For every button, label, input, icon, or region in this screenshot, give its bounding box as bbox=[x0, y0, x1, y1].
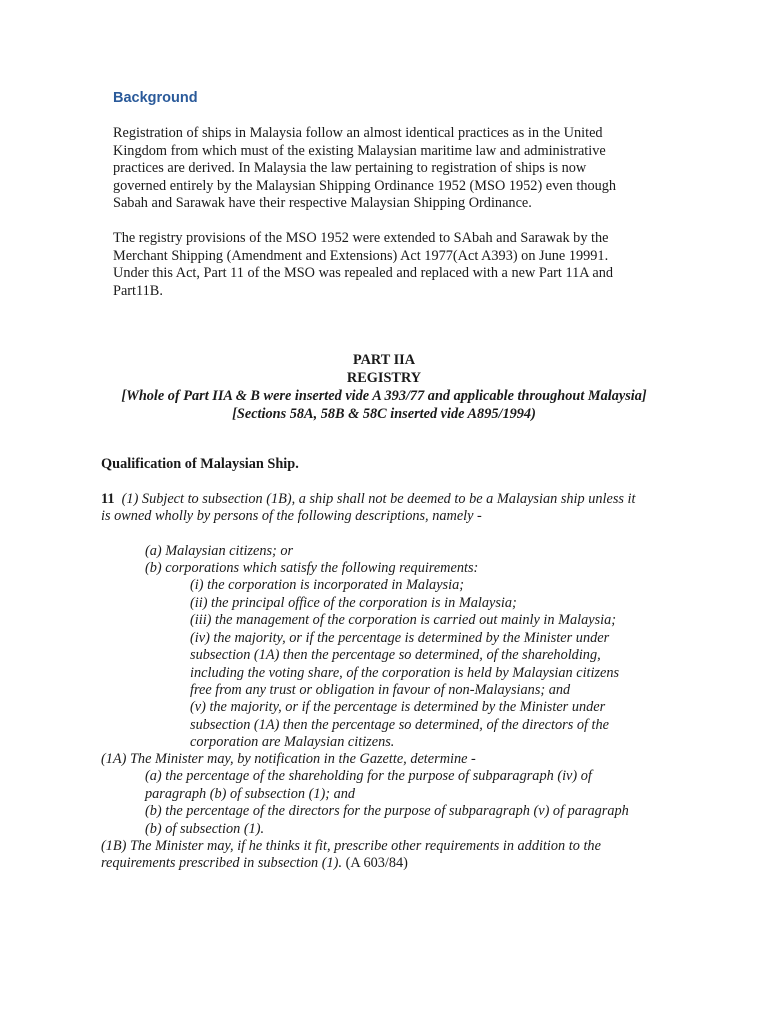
background-heading: Background bbox=[113, 90, 198, 106]
subsection-1b-reference: (A 603/84) bbox=[345, 855, 408, 871]
subclause-iv-line: including the voting share, of the corporation is held by Malaysian citizens bbox=[190, 665, 620, 681]
text-line: governed entirely by the Malaysian Shipping Ordinance 1952 (MSO 1952) even though bbox=[113, 177, 617, 194]
part-note-2: [Sections 58A, 58B & 58C inserted vide A895/1994) bbox=[232, 406, 536, 422]
subclause-i: (i) the corporation is incorporated in Malaysia; bbox=[190, 577, 464, 593]
clause-a: (a) Malaysian citizens; or bbox=[145, 543, 294, 559]
part-subtitle: REGISTRY bbox=[346, 370, 422, 386]
part-title: PART IIA bbox=[352, 352, 416, 368]
text-line: Sabah and Sarawak have their respective Malaysian Shipping Ordinance. bbox=[113, 195, 532, 212]
section-number: 11 bbox=[101, 491, 115, 507]
text-line: Under this Act, Part 11 of the MSO was repealed and replaced with a new Part 11A and bbox=[113, 265, 613, 282]
part-note-1: [Whole of Part IIA & B were inserted vide A 393/77 and applicable throughout Malaysia] bbox=[121, 388, 647, 404]
subsection-1a: (1A) The Minister may, by notification in the Gazette, determine - bbox=[101, 751, 476, 767]
subclause-v-line: (v) the majority, or if the percentage is determined by the Minister under bbox=[190, 699, 606, 715]
text-line: Registration of ships in Malaysia follow an almost identical practices as in the United bbox=[113, 125, 603, 141]
background-paragraph-1 bbox=[113, 125, 673, 213]
subsection-1a-a-line: paragraph (b) of subsection (1); and bbox=[145, 786, 356, 802]
text-line: Part11B. bbox=[113, 282, 163, 299]
section-intro-text: (1) Subject to subsection (1B), a ship shall not be deemed to be a Malaysian ship unless it bbox=[121, 491, 636, 507]
subclause-iii: (iii) the management of the corporation is carried out mainly in Malaysia; bbox=[190, 612, 617, 628]
section-intro-line-1 bbox=[101, 491, 636, 508]
subsection-1b-text: requirements prescribed in subsection (1). bbox=[101, 855, 343, 871]
text-line: The registry provisions of the MSO 1952 were extended to SAbah and Sarawak by the bbox=[113, 230, 609, 246]
text-line: Kingdom from which must of the existing Malaysian maritime law and administrative bbox=[113, 142, 606, 159]
subclause-v-line: corporation are Malaysian citizens. bbox=[190, 734, 395, 750]
subsection-1a-b-line: (b) of subsection (1). bbox=[145, 821, 265, 837]
subclause-iv-line: free from any trust or obligation in favour of non-Malaysians; and bbox=[190, 682, 571, 698]
subsection-1a-a-line: (a) the percentage of the shareholding for the purpose of subparagraph (iv) of bbox=[145, 768, 592, 784]
section-heading: Qualification of Malaysian Ship. bbox=[101, 456, 299, 472]
subclause-v-line: subsection (1A) then the percentage so determined, of the directors of the bbox=[190, 717, 610, 733]
subclause-iv-line: (iv) the majority, or if the percentage is determined by the Minister under bbox=[190, 630, 610, 646]
clause-b: (b) corporations which satisfy the following requirements: bbox=[145, 560, 479, 576]
text-line: practices are derived. In Malaysia the law pertaining to registration of ships is now bbox=[113, 160, 587, 177]
section-intro-line-2: is owned wholly by persons of the following descriptions, namely - bbox=[101, 508, 482, 524]
subsection-1b-line-2 bbox=[101, 855, 408, 872]
subclause-iv-line: subsection (1A) then the percentage so determined, of the shareholding, bbox=[190, 647, 601, 663]
text-line: Merchant Shipping (Amendment and Extensions) Act 1977(Act A393) on June 19991. bbox=[113, 247, 609, 264]
subsection-1b-line-1: (1B) The Minister may, if he thinks it fit, prescribe other requirements in addition to the bbox=[101, 838, 601, 854]
subclause-ii: (ii) the principal office of the corporation is in Malaysia; bbox=[190, 595, 517, 611]
background-paragraph-2 bbox=[113, 230, 673, 300]
subsection-1a-b-line: (b) the percentage of the directors for the purpose of subparagraph (v) of paragraph bbox=[145, 803, 629, 819]
